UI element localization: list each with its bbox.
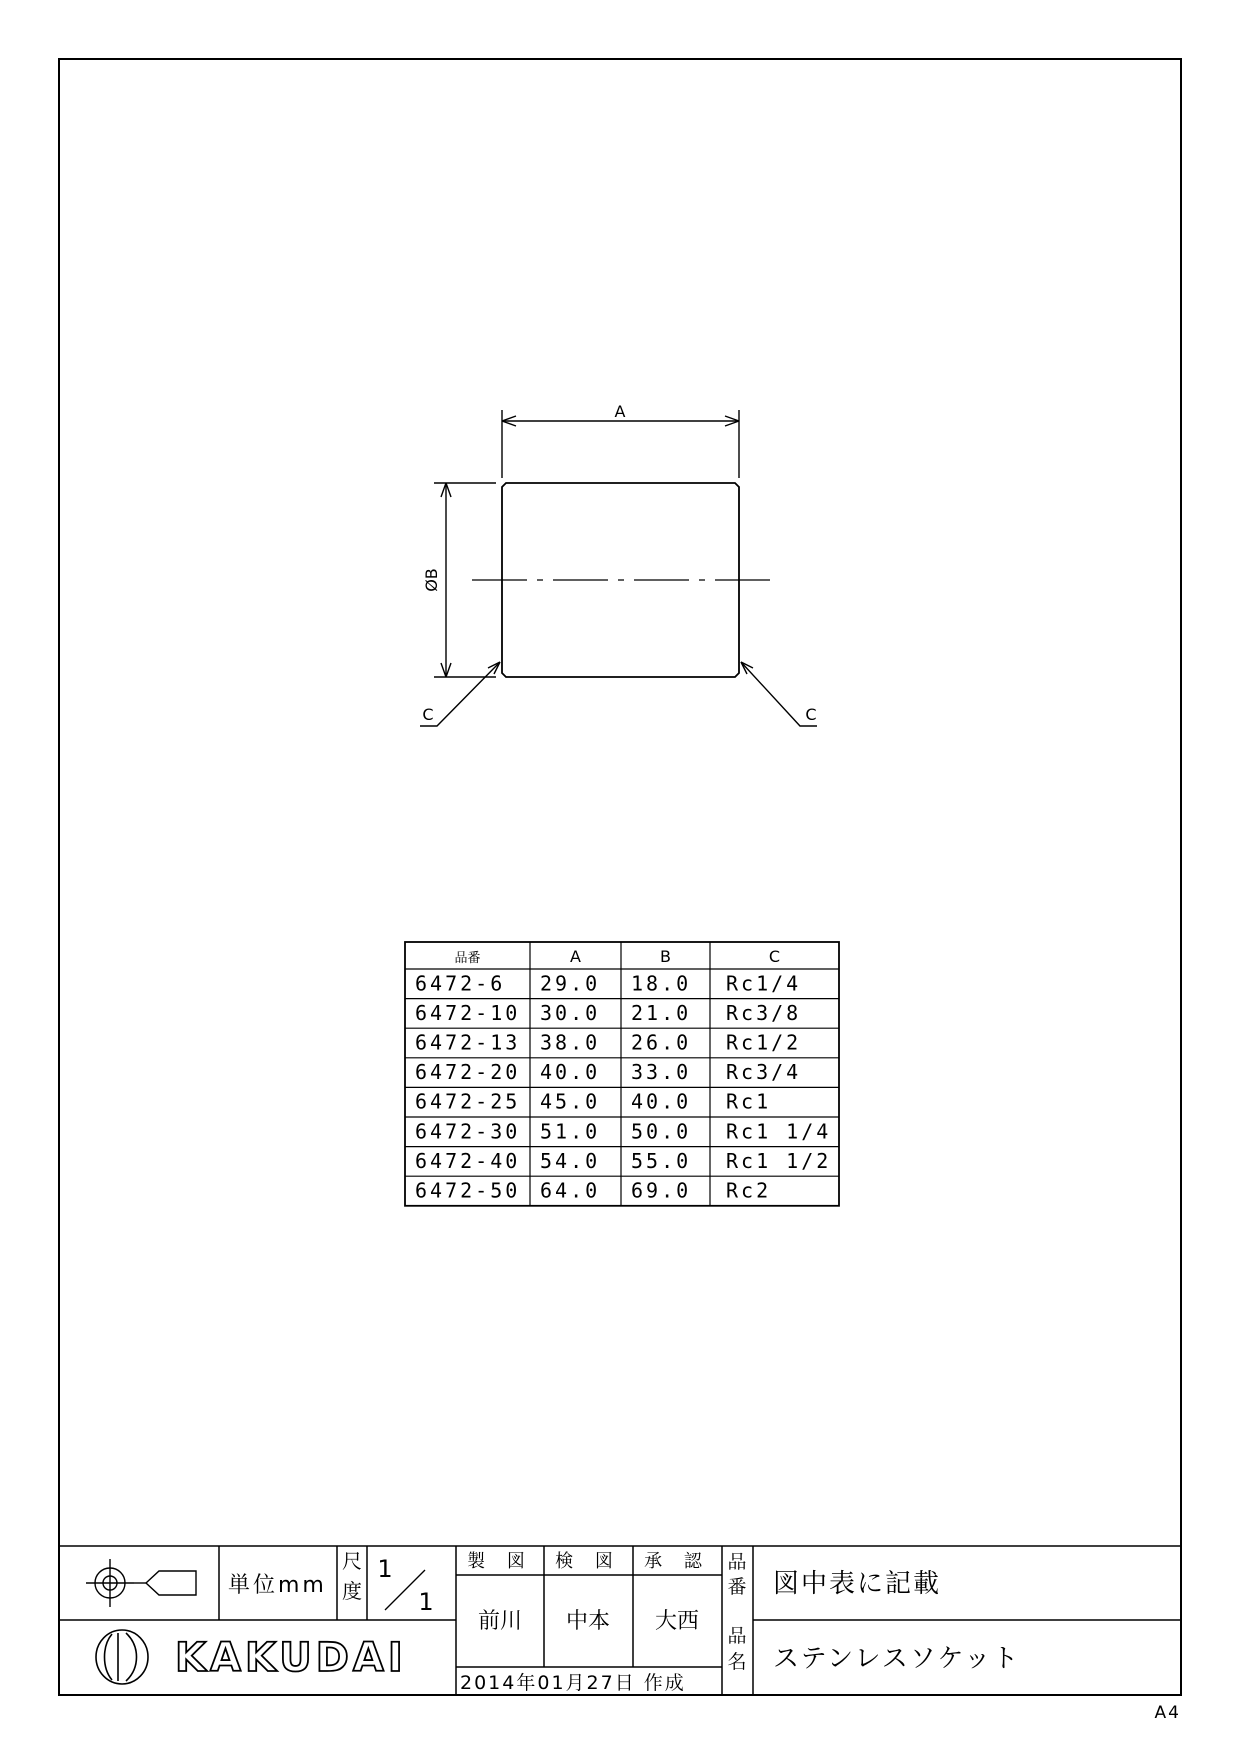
spec-table-cell: 6472-13 <box>415 1030 521 1055</box>
spec-table-cell: 6472-25 <box>415 1089 521 1114</box>
spec-table-cell: 33.0 <box>631 1060 692 1085</box>
spec-table-header: A <box>570 947 581 966</box>
spec-table-cell: 45.0 <box>540 1089 601 1114</box>
spec-table-header: 品番 <box>454 951 481 966</box>
spec-table-cell: 40.0 <box>540 1060 601 1085</box>
spec-table-cell: Rc3/4 <box>726 1060 802 1085</box>
spec-table-header: B <box>660 947 671 966</box>
spec-table-cell: 6472-6 <box>415 971 506 996</box>
dim-a-label: A <box>614 402 626 421</box>
scale-numerator: 1 <box>377 1555 393 1583</box>
spec-table-cell: 50.0 <box>631 1119 692 1144</box>
checked-label: 検 図 <box>555 1551 621 1572</box>
part-name-label-2: 名 <box>727 1651 747 1673</box>
socket-drawing <box>420 410 817 726</box>
dim-b-label: ØB <box>422 568 441 592</box>
spec-table-cell: Rc1 1/4 <box>726 1119 832 1144</box>
spec-table-cell: 51.0 <box>540 1119 601 1144</box>
scale-label-1: 尺 <box>342 1549 362 1573</box>
spec-table-cell: 69.0 <box>631 1178 692 1203</box>
third-angle-projection-icon <box>86 1559 196 1607</box>
spec-table-cell: Rc1/4 <box>726 971 802 996</box>
date-created: 2014年01月27日 作成 <box>460 1672 686 1694</box>
spec-table-cells <box>415 947 831 1203</box>
spec-table-cell: 26.0 <box>631 1030 692 1055</box>
spec-table-cell: 40.0 <box>631 1089 692 1114</box>
approved-by: 大西 <box>654 1609 700 1634</box>
chamfer-label-left: C <box>422 705 434 724</box>
spec-table-cell: 6472-30 <box>415 1119 521 1144</box>
spec-table-cell: 21.0 <box>631 1000 692 1025</box>
scale-denominator: 1 <box>418 1588 434 1616</box>
part-name-value: ステンレスソケット <box>773 1644 1021 1674</box>
spec-table-cell: 6472-40 <box>415 1148 521 1173</box>
spec-table-cell: 29.0 <box>540 971 601 996</box>
kakudai-logo-icon <box>96 1630 148 1684</box>
sheet-border <box>59 59 1181 1695</box>
company-wordmark: KAKUDAI <box>175 1635 407 1681</box>
spec-table-cell: 6472-20 <box>415 1060 521 1085</box>
spec-table <box>405 942 839 1206</box>
spec-table-cell: 55.0 <box>631 1148 692 1173</box>
spec-table-cell: 6472-10 <box>415 1000 521 1025</box>
drawn-label: 製 図 <box>467 1551 533 1572</box>
chamfer-label-right: C <box>805 705 817 724</box>
spec-table-header: C <box>768 947 781 966</box>
spec-table-cell: Rc1 <box>726 1089 772 1114</box>
unit-label: 単位mm <box>228 1573 327 1598</box>
checked-by: 中本 <box>565 1609 611 1634</box>
spec-table-cell: 18.0 <box>631 971 692 996</box>
sheet-size: A4 <box>1154 1703 1181 1723</box>
spec-table-cell: Rc3/8 <box>726 1000 802 1025</box>
spec-table-cell: 38.0 <box>540 1030 601 1055</box>
spec-table-cell: 6472-50 <box>415 1178 521 1203</box>
scale-label-2: 度 <box>342 1579 362 1603</box>
drawn-by: 前川 <box>477 1609 523 1634</box>
approved-label: 承 認 <box>644 1551 710 1572</box>
spec-table-cell: Rc1/2 <box>726 1030 802 1055</box>
spec-table-cell: Rc1 1/2 <box>726 1148 832 1173</box>
part-no-value: 図中表に記載 <box>773 1569 942 1599</box>
spec-table-cell: 54.0 <box>540 1148 601 1173</box>
part-no-label-1: 品 <box>727 1551 747 1573</box>
spec-table-cell: 30.0 <box>540 1000 601 1025</box>
part-name-label-1: 品 <box>727 1625 747 1647</box>
part-no-label-2: 番 <box>727 1576 747 1598</box>
spec-table-cell: 64.0 <box>540 1178 601 1203</box>
spec-table-cell: Rc2 <box>726 1178 772 1203</box>
